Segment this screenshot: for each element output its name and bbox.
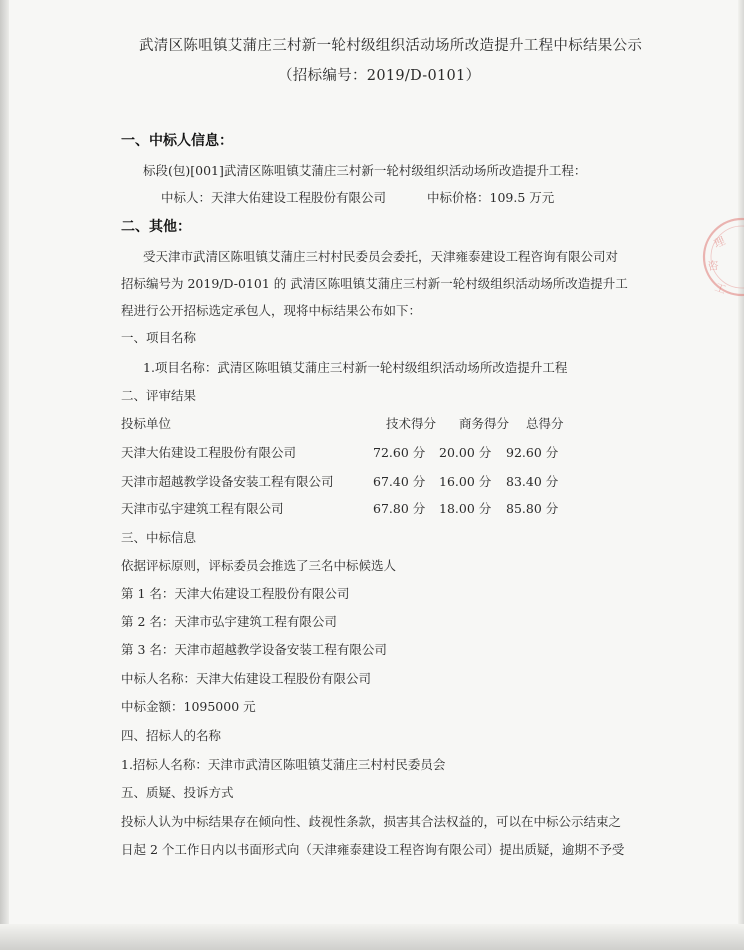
paragraph-line-2: 招标编号为 2019/D-0101 的 武清区陈咀镇艾蒲庄三村新一轮村级组织活动场所改造提升工 (121, 276, 628, 291)
table-header-total: 总得分 (526, 416, 564, 431)
section-heading-other: 二、其他： (121, 219, 191, 235)
candidate-rank-2: 第 2 名：天津市弘宇建筑工程有限公司 (121, 614, 337, 629)
complaint-line-1: 投标人认为中标结果存在倾向性、歧视性条款，损害其合法权益的，可以在中标公示结束之 (121, 814, 622, 829)
candidate-rank-1: 第 1 名：天津大佑建设工程股份有限公司 (121, 586, 350, 601)
table-cell-tech: 67.40 分 (373, 474, 426, 489)
table-cell-business: 18.00 分 (439, 501, 492, 516)
candidate-rank-3: 第 3 名：天津市超越教学设备安装工程有限公司 (121, 642, 387, 657)
bidinfo-heading: 三、中标信息 (121, 530, 197, 545)
project-heading: 一、项目名称 (121, 330, 197, 345)
paragraph-line-3: 程进行公开招标选定承包人，现将中标结果公布如下： (121, 303, 422, 318)
tenderer-heading: 四、招标人的名称 (121, 728, 222, 743)
price-line: 中标价格：109.5 万元 (427, 190, 555, 205)
scan-left-shadow (0, 0, 9, 950)
table-header-business: 商务得分 (459, 416, 510, 431)
winning-amount: 中标金额：1095000 元 (121, 699, 256, 714)
table-header-tech: 技术得分 (386, 416, 437, 431)
winner-line: 中标人：天津大佑建设工程股份有限公司 (161, 190, 387, 205)
bid-number: （招标编号：2019/D-0101） (278, 68, 481, 84)
bidinfo-intro: 依据评标原则，评标委员会推选了三名中标候选人 (121, 558, 397, 573)
table-cell-total: 85.80 分 (506, 501, 559, 516)
complaint-heading: 五、质疑、投诉方式 (121, 785, 234, 800)
svg-text:理: 理 (711, 234, 728, 251)
project-name: 1.项目名称：武清区陈咀镇艾蒲庄三村新一轮村级组织活动场所改造提升工程 (143, 360, 568, 375)
table-cell-bidder: 天津大佑建设工程股份有限公司 (121, 445, 297, 460)
complaint-line-2: 日起 2 个工作日内以书面形式向（天津雍泰建设工程咨询有限公司）提出质疑，逾期不予受 (121, 842, 625, 857)
scan-bottom-shadow (0, 924, 744, 950)
review-heading: 二、评审结果 (121, 388, 197, 403)
table-cell-total: 92.60 分 (506, 445, 559, 460)
page-title: 武清区陈咀镇艾蒲庄三村新一轮村级组织活动场所改造提升工程中标结果公示 (139, 38, 643, 54)
paragraph-line-1: 受天津市武清区陈咀镇艾蒲庄三村村民委员会委托，天津雍泰建设工程咨询有限公司对 (143, 249, 619, 264)
winner-name: 中标人名称：天津大佑建设工程股份有限公司 (121, 671, 372, 686)
svg-text:咨: 咨 (707, 259, 720, 273)
svg-text:工: 工 (712, 280, 728, 297)
tenderer-name: 1.招标人名称：天津市武清区陈咀镇艾蒲庄三村村民委员会 (121, 757, 446, 772)
table-cell-bidder: 天津市超越教学设备安装工程有限公司 (121, 474, 334, 489)
table-cell-business: 20.00 分 (439, 445, 492, 460)
scan-right-shadow (738, 0, 744, 950)
table-header-bidder: 投标单位 (121, 416, 172, 431)
table-cell-business: 16.00 分 (439, 474, 492, 489)
table-cell-bidder: 天津市弘宇建筑工程有限公司 (121, 501, 284, 516)
red-seal-stamp (694, 212, 744, 302)
table-cell-total: 83.40 分 (506, 474, 559, 489)
section-heading-winner: 一、中标人信息： (121, 133, 233, 149)
table-cell-tech: 72.60 分 (373, 445, 426, 460)
table-cell-tech: 67.80 分 (373, 501, 426, 516)
lot-line: 标段(包)[001]武清区陈咀镇艾蒲庄三村新一轮村级组织活动场所改造提升工程： (143, 163, 587, 178)
